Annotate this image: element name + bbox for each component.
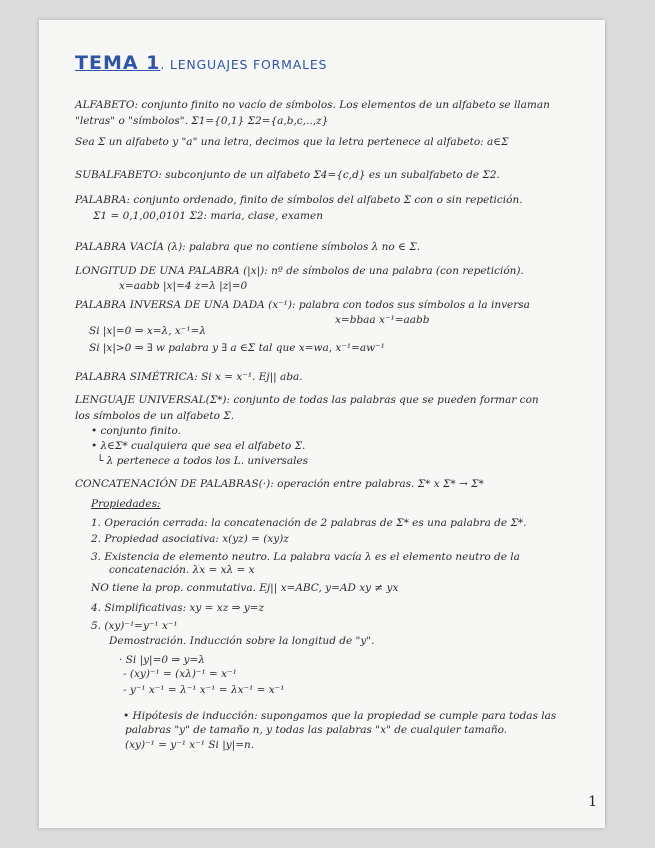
line-palabra-ejemplo: Σ1 = 0,1,00,0101 Σ2: maria, clase, examen	[93, 210, 323, 222]
hipotesis-cont: palabras "y" de tamaño n, y todas las palabras "x" de cualquier tamaño.	[125, 724, 508, 736]
prop-4: 4. Simplificativas: xy = xz ⇒ y=z	[91, 602, 264, 614]
line-inversa-ejemplo: x=bbaa x⁻¹=aabb	[335, 314, 430, 326]
demo-paso-1: - (xy)⁻¹ = (xλ)⁻¹ = x⁻¹	[123, 668, 237, 680]
line-alfabeto: ALFABETO: conjunto finito no vacío de símbolos. Los elementos de un alfabeto se llaman	[75, 99, 550, 111]
line-inversa: PALABRA INVERSA DE UNA DADA (x⁻¹): palabra con todos sus símbolos a la inversa	[75, 299, 530, 311]
line-concatenacion: CONCATENACIÓN DE PALABRAS(·): operación entre palabras. Σ* x Σ* → Σ*	[75, 478, 484, 490]
demostracion: Demostración. Inducción sobre la longitud de "y".	[109, 635, 375, 647]
line-longitud: LONGITUD DE UNA PALABRA (|x|): nº de símbolos de una palabra (con repetición).	[75, 265, 524, 277]
propiedades-heading: Propiedades:	[91, 498, 161, 510]
line-sea: Sea Σ un alfabeto y "a" una letra, decimos que la letra pertenece al alfabeto: a∈Σ	[75, 136, 509, 148]
prop-no-conmutativa: NO tiene la prop. conmutativa. Ej|| x=ABC, y=AD xy ≠ yx	[91, 582, 399, 594]
line-inversa-caso-mayor: Si |x|>0 ⇒ ∃ w palabra y ∃ a ∈Σ tal que x=wa, x⁻¹=aw⁻¹	[89, 342, 385, 354]
page-number: 1	[588, 794, 597, 810]
line-palabra: PALABRA: conjunto ordenado, finito de símbolos del alfabeto Σ con o sin repetición.	[75, 194, 523, 206]
prop-3: 3. Existencia de elemento neutro. La palabra vacía λ es el elemento neutro de la	[91, 551, 520, 563]
bullet-lambda: • λ∈Σ* cualquiera que sea el alfabeto Σ.	[91, 440, 306, 452]
bullet-finito: • conjunto finito.	[91, 425, 181, 437]
notebook-page	[39, 20, 605, 828]
line-palabra-vacia: PALABRA VACÍA (λ): palabra que no contiene símbolos λ no ∈ Σ.	[75, 241, 420, 253]
line-simetrica: PALABRA SIMÉTRICA: Si x = x⁻¹. Ej|| aba.	[75, 371, 303, 383]
prop-1: 1. Operación cerrada: la concatenación de 2 palabras de Σ* es una palabra de Σ*.	[91, 517, 527, 529]
line-lenguaje-universal: LENGUAJE UNIVERSAL(Σ*): conjunto de todas las palabras que se pueden formar con	[75, 394, 539, 406]
line-lenguaje-universal-2: los símbolos de un alfabeto Σ.	[75, 410, 235, 422]
demo-paso-2: - y⁻¹ x⁻¹ = λ⁻¹ x⁻¹ = λx⁻¹ = x⁻¹	[123, 684, 285, 696]
prop-2: 2. Propiedad asociativa: x(yz) = (xy)z	[91, 533, 289, 545]
line-longitud-ejemplo: x=aabb |x|=4 z=λ |z|=0	[119, 280, 248, 292]
hipotesis-formula: (xy)⁻¹ = y⁻¹ x⁻¹ Si |y|=n.	[125, 739, 255, 751]
hipotesis-induccion: • Hipótesis de inducción: supongamos que la propiedad se cumple para todas las	[123, 710, 557, 722]
demo-caso-base: · Si |y|=0 ⇒ y=λ	[119, 654, 205, 666]
prop-5: 5. (xy)⁻¹=y⁻¹ x⁻¹	[91, 620, 178, 632]
line-inversa-caso-0: Si |x|=0 ⇒ x=λ, x⁻¹=λ	[89, 325, 207, 337]
title-text: . LENGUAJES FORMALES	[160, 57, 328, 72]
line-subalfabeto: SUBALFABETO: subconjunto de un alfabeto Σ4={c,d} es un subalfabeto de Σ2.	[75, 169, 500, 181]
prop-3-cont: concatenación. λx = xλ = x	[109, 564, 255, 576]
page-title	[75, 52, 327, 74]
note-lambda: └ λ pertenece a todos los L. universales	[97, 455, 309, 467]
line-letras: "letras" o "símbolos". Σ1={0,1} Σ2={a,b,c,..,z}	[75, 115, 329, 127]
title-number: TEMA 1	[75, 52, 161, 74]
